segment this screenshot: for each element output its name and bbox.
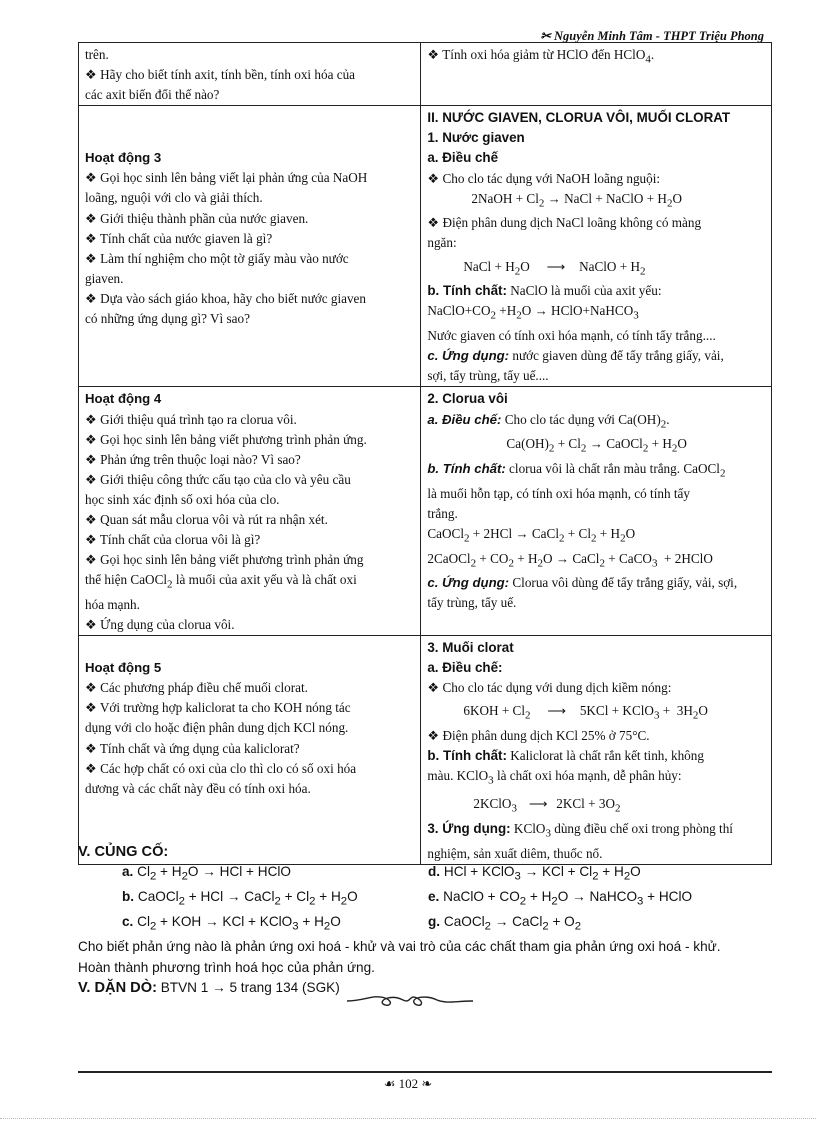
equation: 2NaOH + $Cl_2$ → NaCl + NaClO + $H_2O$	[471, 190, 682, 210]
scissors-icon: ✂	[540, 29, 555, 43]
section-title: II. NƯỚC GIAVEN, CLORUA VÔI, MUỐI CLORAT	[427, 110, 731, 126]
content-cell: ❖ Tính oxi hóa giảm từ HClO đến HClO$_4$.	[421, 43, 772, 106]
reaction-row: b. CaOCl$_2$ + HCl → CaCl$_2$ + $Cl_2 + H_2O$ e. NaClO + $CO_2 + H_2O$ → NaHCO$_3$ + HClO	[122, 889, 693, 909]
teacher-activity-cell: Hoạt động 4 ❖ Giới thiệu quá trình tạo ra clorua vôi. ❖ Gọi học sinh lên bảng viết phương trình phản ứng. ❖ Phản ứng trên thuộc loại nào? Vì sao? ❖ Giới thiệu công thức cấu tạo của clo và yêu cầu học sinh xác định số oxi hóa của clo. ❖ Quan sát mẫu clorua vôi và rút ra nhận xét. ❖ Tính chất của clorua vôi là gì? ❖ Gọi học sinh lên bảng viết phương trình phản ứng thể hiện CaOCl$_2$ là muối của axit yếu và là chất oxi hóa mạnh. ❖ Ứng dụng của clorua vôi.	[79, 387, 421, 636]
equation: $6KOH + Cl_2$ ⟶ 5KCl + KClO$_3$ + $3H_2O$	[463, 703, 708, 723]
consolidation-question: Cho biết phản ứng nào là phản ứng oxi hoá - khử và vai trò của các chất tham gia phản ứng oxi hoá - khử.	[78, 939, 721, 955]
consolidation-section	[78, 842, 778, 998]
equation: 2KClO$_3$ ⟶ $2KCl + 3O_2$	[473, 796, 621, 815]
lesson-table	[78, 42, 772, 865]
activity-title: Hoạt động 4	[85, 391, 162, 407]
reaction-row: a. $Cl_2 + H_2O$ → HCl + HClO d. HCl + KClO$_3$ → KCl + $Cl_2 + H_2O$	[122, 864, 641, 884]
activity-title: Hoạt động 3	[85, 150, 162, 166]
teacher-activity-cell: trên. ❖ Hãy cho biết tính axit, tính bền, tính oxi hóa của các axit biến đổi thế nào?	[79, 43, 421, 106]
equation: $Ca(OH)_2 + Cl_2$ → CaOCl$_2$ + $H_2O$	[506, 436, 687, 455]
page-number: ☙ 102 ❧	[383, 1076, 433, 1091]
footer-divider	[78, 1071, 772, 1073]
content-cell: 3. Muối clorat a. Điều chế: ❖ Cho clo tác dụng với dung dịch kiềm nóng: $6KOH + Cl_2$ ⟶ 5KCl + KClO$_3$ + $3H_2O$ ❖ Điện phân dung dịch KCl 25% ở 75°C. b. Tính chất: Kaliclorat là chất rắn kết tinh, không màu. KClO$_3$ là chất oxi hóa mạnh, dễ phân hủy: 2KClO$_3$ ⟶ $2KCl + 3O_2$ 3. Ứng dụng: KClO$_3$ dùng điều chế oxi trong phòng thí nghiệm, sản xuất diêm, thuốc nổ.	[421, 636, 772, 865]
page-edge-divider	[0, 1118, 816, 1119]
equation: $NaClO+CO_2 +H_2O$ → HClO+NaHCO$_3$	[427, 303, 639, 323]
equation: NaCl + $H_2O$ ⟶ NaClO + $H_2$	[463, 258, 646, 278]
flourish-ornament-icon	[345, 990, 475, 1017]
ornament-right-icon: ❧	[421, 1076, 433, 1091]
table-row	[79, 387, 772, 636]
content-cell: 2. Clorua vôi a. Điều chế: Cho clo tác dụng với $Ca(OH)_2$. $Ca(OH)_2 + Cl_2$ → CaOCl$_2$ + $H_2O$ b. Tính chất: clorua vôi là chất rắn màu trắng. CaOCl$_2$ là muối hỗn tạp, có tính oxi hóa mạnh, có tính tẩy trắng. CaOCl$_2$ + 2HCl → CaCl$_2$ + $Cl_2 + H_2O$ 2CaOCl$_2$ + $CO_2 + H_2O$ → CaCl$_2$ + CaCO$_3$ + 2HClO c. Ứng dụng: Clorua vôi dùng để tẩy trắng giấy, vải, sợi, tẩy trùng, tẩy uế.	[421, 387, 772, 636]
equation: 2CaOCl$_2$ + $CO_2 + H_2O$ → CaCl$_2$ + CaCO$_3$ + 2HClO	[427, 550, 713, 570]
reaction-row: c. $Cl_2$ + KOH → KCl + KClO$_3$ + $H_2O$ g. CaOCl$_2$ → CaCl$_2$ + $O_2$	[122, 914, 582, 934]
activity-title: Hoạt động 5	[85, 660, 162, 676]
teacher-activity-cell: Hoạt động 3 ❖ Gọi học sinh lên bảng viết lại phản ứng của NaOH loãng, nguội với clo và giải thích. ❖ Giới thiệu thành phần của nước giaven. ❖ Tính chất của nước giaven là gì? ❖ Làm thí nghiệm cho một tờ giấy màu vào nước giaven. ❖ Dựa vào sách giáo khoa, hãy cho biết nước giaven có những ứng dụng gì? Vì sao?	[79, 106, 421, 387]
homework: V. DẶN DÒ: BTVN 1 → 5 trang 134 (SGK)	[78, 979, 340, 996]
ornament-left-icon: ☙	[383, 1076, 396, 1091]
table-row	[79, 106, 772, 387]
subsection-title: 2. Clorua vôi	[427, 391, 508, 407]
equation: CaOCl$_2$ + 2HCl → CaCl$_2$ + $Cl_2 + H_2O$	[427, 525, 636, 545]
table-row	[79, 43, 772, 106]
subsection-title: 3. Muối clorat	[427, 640, 514, 656]
subsection-title: 1. Nước giaven	[427, 130, 525, 146]
section-title: V. CỦNG CỐ:	[78, 844, 169, 860]
teacher-activity-cell: Hoạt động 5 ❖ Các phương pháp điều chế muối clorat. ❖ Với trường hợp kaliclorat ta cho KOH nóng tác dụng với clo hoặc điện phân dung dịch KCl nóng. ❖ Tính chất và ứng dụng của kaliclorat? ❖ Các hợp chất có oxi của clo thì clo có số oxi hóa dương và các chất này đều có tính oxi hóa.	[79, 636, 421, 865]
content-cell: II. NƯỚC GIAVEN, CLORUA VÔI, MUỐI CLORAT 1. Nước giaven a. Điều chế ❖ Cho clo tác dụng với NaOH loãng nguội: 2NaOH + $Cl_2$ → NaCl + NaClO + $H_2O$ ❖ Điện phân dung dịch NaCl loãng không có màng ngăn: NaCl + $H_2O$ ⟶ NaClO + $H_2$ b. Tính chất: NaClO là muối của axit yếu: $NaClO+CO_2 +H_2O$ → HClO+NaHCO$_3$ Nước giaven có tính oxi hóa mạnh, có tính tẩy trắng.... c. Ứng dụng: nước giaven dùng để tẩy trắng giấy, vải, sợi, tẩy trùng, tẩy uế....	[421, 106, 772, 387]
table-row	[79, 636, 772, 865]
consolidation-question: Hoàn thành phương trình hoá học của phản ứng.	[78, 959, 375, 975]
page-header-author: ✂ Nguyễn Minh Tâm - THPT Triệu Phong	[540, 29, 764, 43]
